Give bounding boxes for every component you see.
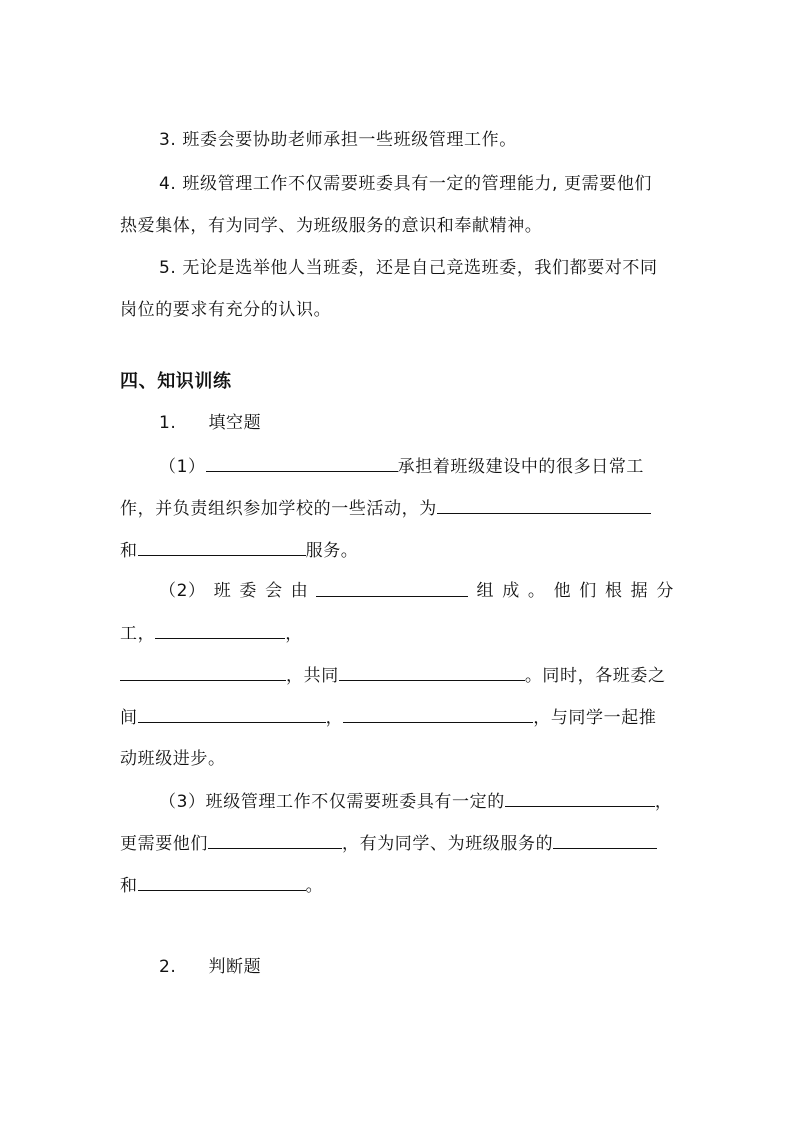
item-4-line-1: 4. 班级管理工作不仅需要班委具有一定的管理能力, 更需要他们 [159, 174, 653, 194]
q3-line-3 [120, 873, 323, 897]
item-5-line-1: 5. 无论是选举他人当班委，还是自己竞选班委，我们都要对不同 [159, 258, 658, 278]
q1-text-b: 作，并负责组织参加学校的一些活动，为 [120, 499, 437, 519]
q2-blank-3[interactable] [120, 663, 286, 681]
q3-blank-1[interactable] [505, 789, 655, 807]
q3-text-d: 和 [120, 876, 138, 896]
q2-text-gongtong: ，共同 [286, 666, 339, 686]
q2-number: （2） [159, 581, 206, 601]
q2-text-jian: 间 [120, 708, 138, 728]
fill-blank-title [159, 411, 261, 435]
q3-period: 。 [305, 876, 324, 896]
q2-char: 。 [527, 581, 546, 601]
q2-char: 他 [553, 581, 572, 601]
q1-blank-3[interactable] [138, 538, 306, 556]
q2-char: 会 [265, 581, 283, 601]
fill-blank-number: 1. [159, 413, 177, 433]
q3-blank-3[interactable] [553, 831, 657, 849]
fill-blank-label: 填空题 [208, 413, 262, 433]
q1-blank-2[interactable] [437, 496, 651, 514]
q1-text-d: 服务。 [305, 541, 359, 561]
q2-text-tongxue: ，与同学一起推 [533, 708, 657, 728]
q2-blank-5[interactable] [138, 705, 326, 723]
q2-char: 成 [502, 581, 520, 601]
q2-char: 们 [579, 581, 597, 601]
q3-comma-end: ， [654, 792, 673, 812]
q2-char: 委 [239, 581, 257, 601]
judge-label: 判断题 [208, 957, 262, 977]
q2-char: 根 [604, 581, 623, 601]
q1-line-1 [159, 454, 644, 478]
judge-number: 2. [159, 957, 177, 977]
q1-line-3 [120, 538, 358, 562]
item-4-line-2: 热爱集体，有为同学、为班级服务的意识和奉献精神。 [120, 216, 543, 236]
q2-comma-2: ， [325, 708, 344, 728]
q1-text-a: 承担着班级建设中的很多日常工 [397, 457, 645, 477]
q1-text-c: 和 [120, 541, 138, 561]
q2-line-1 [120, 579, 674, 603]
q2-char: 据 [630, 581, 649, 601]
q2-char: 分 [656, 581, 674, 601]
q3-blank-4[interactable] [138, 873, 306, 891]
q3-line-2 [120, 831, 657, 855]
section-heading: 四、知识训练 [120, 371, 232, 392]
item-3: 3. 班委会要协助老师承担一些班级管理工作。 [159, 130, 517, 150]
q2-char: 由 [290, 581, 309, 601]
q2-line-3 [120, 663, 666, 687]
q2-text-gong: 工， [120, 624, 156, 644]
q1-blank-1[interactable] [206, 454, 398, 472]
q3-number: （3） [159, 792, 206, 812]
q2-blank-4[interactable] [339, 663, 525, 681]
item-5-line-2: 岗位的要求有充分的认识。 [120, 300, 332, 320]
q3-text-a: 班级管理工作不仅需要班委具有一定的 [205, 792, 505, 812]
q2-blank-6[interactable] [343, 705, 533, 723]
q1-line-2 [120, 496, 651, 520]
q2-char: 班 [213, 581, 232, 601]
q3-blank-2[interactable] [208, 831, 342, 849]
q1-number: （1） [159, 457, 206, 477]
judge-title [159, 955, 261, 979]
q2-line-4 [120, 705, 656, 729]
q3-text-b: 更需要他们 [120, 834, 208, 854]
q2-line-2 [120, 621, 303, 645]
q2-line-5: 动班级进步。 [120, 749, 226, 769]
q2-blank-2[interactable] [155, 621, 285, 639]
q3-line-1 [159, 789, 672, 813]
q2-comma-1: ， [285, 624, 303, 644]
q3-text-c: ，有为同学、为班级服务的 [342, 834, 554, 854]
q2-text-tongshi: 。同时，各班委之 [524, 666, 666, 686]
q2-char: 组 [476, 581, 495, 601]
q2-blank-1[interactable] [316, 579, 468, 597]
